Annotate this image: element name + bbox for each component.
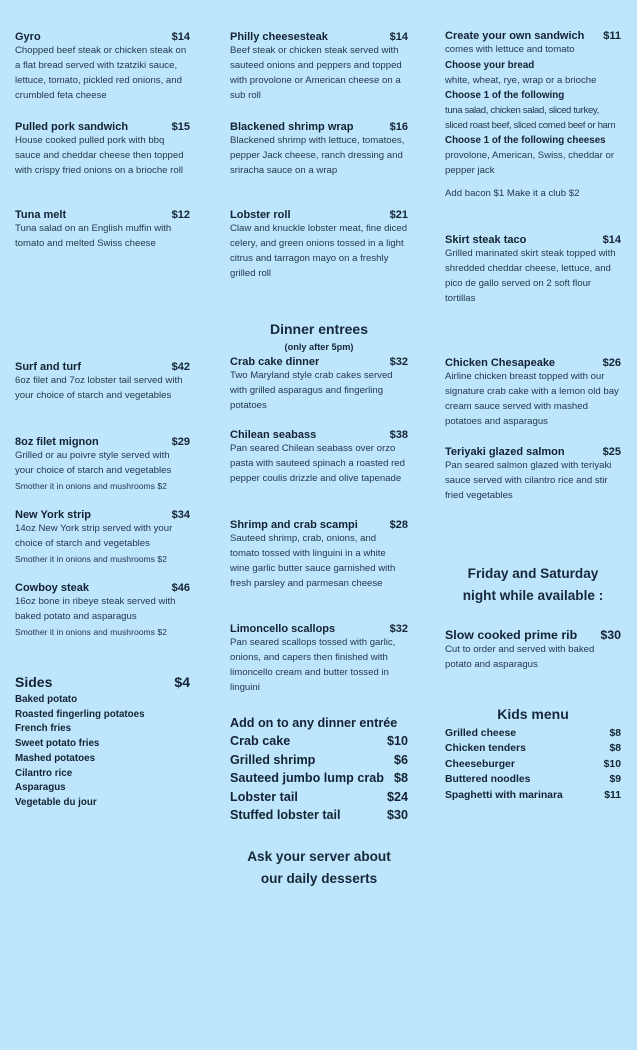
menu-item-prime-rib (445, 628, 621, 673)
item-price: $30 (600, 628, 621, 642)
kids-item-price: $9 (609, 774, 621, 786)
item-name: Chicken Chesapeake (445, 357, 556, 369)
item-price: $32 (389, 356, 408, 368)
kids-item (445, 741, 621, 756)
item-description: Blackened shrimp with lettuce, tomatoes, pepper Jack cheese, ranch dressing and sriracha sauce on a wrap (230, 135, 405, 176)
item-price: $25 (602, 446, 621, 458)
side-item: Mashed potatoes (15, 752, 96, 764)
sides-price: $4 (174, 674, 190, 690)
addon-name: Lobster tail (230, 789, 298, 804)
side-item: Sweet potato fries (15, 738, 100, 750)
item-description: Sauteed shrimp, crab, onions, and tomato tossed with linguini in a white wine garlic butter sauce garnished with fresh parsley and parmesan cheese (230, 533, 396, 589)
kids-item-price: $8 (609, 728, 621, 739)
cheese-choice-options: provolone, American, Swiss, cheddar or pepper jack (445, 149, 615, 176)
side-item: Cilantro rice (15, 767, 73, 779)
item-name: 8oz filet mignon (15, 436, 99, 448)
item-description: Pan seared Chilean seabass over orzo pasta with sauteed spinach a roasted red pepper coulis drizzle and olive tapenade (230, 443, 405, 484)
item-name: Surf and turf (15, 361, 81, 373)
side-item: Roasted fingerling potatoes (15, 708, 145, 720)
item-price: $38 (389, 429, 408, 441)
item-price: $29 (171, 436, 190, 448)
item-name: Pulled pork sandwich (15, 121, 129, 133)
addon-item (230, 788, 408, 807)
sides-section (15, 674, 190, 811)
kids-item (445, 726, 621, 741)
side-item: Asparagus (15, 782, 66, 794)
item-description: House cooked pulled pork with bbq sauce and cheddar cheese then topped with crispy fried onions on a brioche roll (15, 135, 184, 176)
dinner-entrees-header (230, 321, 408, 352)
desserts-line: our daily desserts (260, 871, 378, 886)
menu-item-crab-cake-dinner (230, 356, 408, 414)
sides-title: Sides (15, 674, 53, 690)
kids-item-price: $10 (603, 758, 621, 770)
item-description: 6oz filet and 7oz lobster tail served with your choice of starch and vegetables (15, 375, 183, 401)
item-description: Pan seared salmon glazed with teriyaki sauce served with cilantro rice and stir fried vegetables (445, 460, 612, 501)
side-item: Vegetable du jour (15, 796, 97, 808)
kids-item-price: $8 (609, 743, 621, 755)
section-title: Dinner entrees (269, 321, 369, 337)
item-name: Slow cooked prime rib (445, 628, 578, 642)
item-description: Two Maryland style crab cakes served with grilled asparagus and fingerling potatoes (230, 370, 393, 411)
kids-item-name: Cheeseburger (445, 758, 515, 770)
addon-item (230, 806, 408, 825)
addon-section (230, 716, 408, 825)
kids-item-name: Spaghetti with marinara (445, 789, 563, 801)
item-description: comes with lettuce and tomato (445, 44, 575, 55)
item-price: $26 (602, 357, 621, 369)
bread-choice-title: Choose your bread (445, 59, 535, 71)
item-price: $16 (389, 121, 408, 133)
menu-item-cowboy-steak (15, 582, 190, 639)
addon-item (230, 751, 408, 770)
menu-item-gyro (15, 31, 190, 104)
item-description: Claw and knuckle lobster meat, fine diced celery, and green onions tossed in a light citrus and tarragon mayo on a freshly grilled roll (230, 223, 408, 279)
item-name: Gyro (15, 31, 41, 43)
kids-menu-title: Kids menu (497, 706, 569, 722)
menu-item-new-york-strip (15, 509, 190, 566)
item-price: $12 (171, 209, 190, 221)
kids-item (445, 772, 621, 787)
item-name: Create your own sandwich (445, 30, 585, 42)
menu-item-philly-cheesesteak (230, 31, 408, 104)
filling-choice-options: tuna salad, chicken salad, sliced turkey, sliced roast beef, sliced corned beef or ham (445, 104, 616, 131)
item-price: $15 (171, 121, 190, 133)
item-price: $11 (603, 30, 621, 42)
item-name: Shrimp and crab scampi (230, 519, 358, 531)
weekend-line: night while available : (462, 588, 604, 603)
kids-item-name: Grilled cheese (445, 728, 517, 739)
desserts-line: Ask your server about (247, 849, 391, 864)
addon-price: $8 (393, 771, 408, 786)
item-name: Chilean seabass (230, 429, 317, 441)
menu-item-chilean-seabass (230, 429, 408, 487)
desserts-note (230, 846, 408, 890)
menu-item-teriyaki-salmon (445, 446, 621, 504)
item-price: $42 (171, 361, 190, 373)
item-name: Tuna melt (15, 209, 67, 221)
item-description: 16oz bone in ribeye steak served with baked potato and asparagus (15, 596, 176, 622)
item-name: Skirt steak taco (445, 234, 527, 246)
item-price: $32 (389, 623, 408, 635)
addon-price: $10 (386, 734, 408, 748)
addon-price: $6 (393, 752, 408, 767)
addon-name: Stuffed lobster tail (230, 808, 341, 823)
item-price: $14 (171, 31, 190, 43)
menu-item-filet-mignon (15, 436, 190, 493)
item-name: Lobster roll (230, 209, 291, 221)
menu-item-chicken-chesapeake (445, 357, 621, 430)
kids-menu-section (445, 706, 621, 803)
item-price: $34 (171, 509, 190, 521)
item-description: Grilled marinated skirt steak topped with shredded cheddar cheese, lettuce, and pico de gallo served on 2 soft flour tortillas (445, 248, 616, 304)
item-description: Cut to order and served with baked potato and asparagus (445, 644, 595, 670)
side-item: French fries (15, 723, 72, 735)
item-note: Smother it in onions and mushrooms $2 (15, 480, 167, 491)
addon-name: Grilled shrimp (230, 752, 316, 767)
weekend-line: Friday and Saturday (467, 566, 599, 581)
section-note: (only after 5pm) (284, 342, 354, 352)
addon-item (230, 732, 408, 751)
addon-name: Sauteed jumbo lump crab (230, 771, 384, 786)
side-item: Baked potato (15, 694, 78, 705)
item-note: Smother it in onions and mushrooms $2 (15, 626, 167, 637)
kids-item-price: $11 (604, 789, 621, 801)
menu-item-pulled-pork (15, 121, 190, 179)
item-description: Beef steak or chicken steak served with sauteed onions and peppers and topped with provolone or American cheese on a sub roll (230, 45, 402, 101)
item-price: $14 (602, 234, 621, 246)
item-price: $46 (171, 582, 190, 594)
addon-name: Crab cake (230, 734, 291, 748)
item-name: Philly cheesesteak (230, 31, 328, 43)
menu-item-skirt-steak-taco (445, 234, 621, 307)
item-name: Crab cake dinner (230, 356, 320, 368)
weekend-special-header (445, 563, 621, 607)
menu-item-blackened-shrimp-wrap (230, 121, 408, 179)
item-name: Cowboy steak (15, 582, 89, 594)
kids-item-name: Buttered noodles (445, 774, 531, 786)
menu-item-limoncello-scallops (230, 623, 408, 696)
menu-item-shrimp-crab-scampi (230, 519, 408, 592)
item-description: Chopped beef steak or chicken steak on a flat bread served with tzatziki sauce, lettuce, tomato, pickled red onions, and crumbled feta cheese (15, 45, 187, 101)
item-name: New York strip (15, 509, 92, 521)
menu-item-lobster-roll (230, 209, 408, 282)
item-description: Tuna salad on an English muffin with tomato and melted Swiss cheese (15, 223, 172, 249)
item-price: $28 (389, 519, 408, 531)
kids-item-name: Chicken tenders (445, 743, 526, 755)
item-price: $21 (389, 209, 408, 221)
kids-item (445, 757, 621, 772)
item-description: Grilled or au poivre style served with your choice of starch and vegetables (15, 450, 172, 476)
item-description: Pan seared scallops tossed with garlic, onions, and capers then finished with limoncello cream and butter tossed in linguini (230, 637, 396, 693)
addon-price: $24 (386, 789, 408, 804)
addon-item (230, 769, 408, 788)
item-description: Airline chicken breast topped with our signature crab cake with a lemon old bay cream sauce served with mashed potatoes and asparagus (445, 371, 619, 427)
menu-item-create-your-own-sandwich (445, 30, 621, 201)
kids-item (445, 788, 621, 803)
filling-choice-title: Choose 1 of the following (445, 89, 565, 101)
menu-item-surf-and-turf (15, 361, 190, 404)
item-name: Limoncello scallops (230, 623, 336, 635)
addon-price: $30 (386, 808, 408, 823)
item-name: Teriyaki glazed salmon (445, 446, 565, 458)
item-price: $14 (389, 31, 408, 43)
addon-title: Add on to any dinner entrée (230, 716, 398, 730)
menu-item-tuna-melt (15, 209, 190, 252)
item-name: Blackened shrimp wrap (230, 121, 354, 133)
sandwich-extras: Add bacon $1 Make it a club $2 (445, 187, 580, 199)
item-note: Smother it in onions and mushrooms $2 (15, 553, 167, 564)
bread-choice-options: white, wheat, rye, wrap or a brioche (445, 74, 597, 86)
item-description: 14oz New York strip served with your choice of starch and vegetables (15, 523, 173, 549)
cheese-choice-title: Choose 1 of the following cheeses (445, 134, 606, 146)
